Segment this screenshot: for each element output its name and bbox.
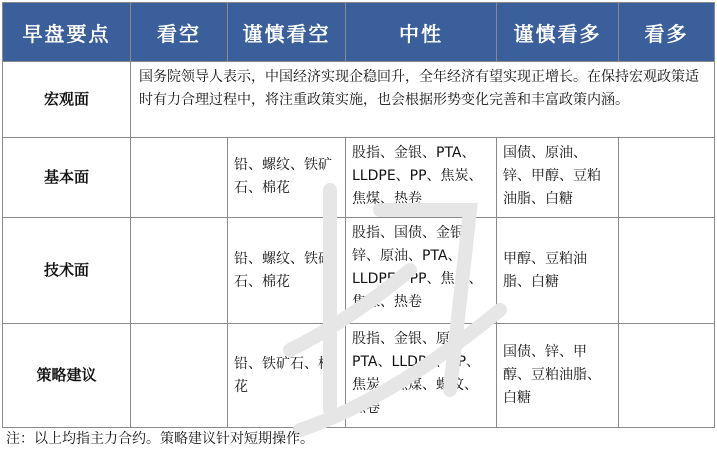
row-label-strategy: 策略建议 xyxy=(3,324,131,428)
header-bullish: 看多 xyxy=(619,3,715,62)
table-row xyxy=(3,218,715,324)
cell-cautious-bullish: 甲醇、豆粕油脂、白糖 xyxy=(497,218,619,324)
cell-neutral: 股指、金银、原油、PTA、LLDPE、PP、焦炭、焦煤、螺纹、热卷 xyxy=(346,324,497,428)
cell-bearish xyxy=(131,324,228,428)
header-row xyxy=(3,3,715,62)
row-label-technical: 技术面 xyxy=(3,218,131,324)
cell-bullish xyxy=(619,324,715,428)
header-cautious-bearish: 谨慎看空 xyxy=(228,3,346,62)
cell-bullish xyxy=(619,138,715,218)
macro-row xyxy=(3,62,715,138)
cell-bullish xyxy=(619,218,715,324)
macro-text: 国务院领导人表示，中国经济实现企稳回升，全年经济有望实现正增长。在保持宏观政策适时有力合理过程中，将注重政策实施，也会根据形势变化完善和丰富政策内涵。 xyxy=(131,62,715,138)
cell-cautious-bearish: 铅、螺纹、铁矿石、棉花 xyxy=(228,218,346,324)
row-label-macro: 宏观面 xyxy=(3,62,131,138)
cell-cautious-bullish: 国债、原油、锌、甲醇、豆粕油脂、白糖 xyxy=(497,138,619,218)
cell-neutral: 股指、金银、PTA、LLDPE、PP、焦炭、焦煤、热卷 xyxy=(346,138,497,218)
footnote: 注：以上均指主力合约。策略建议针对短期操作。 xyxy=(6,431,314,447)
table-row xyxy=(3,138,715,218)
header-bearish: 看空 xyxy=(131,3,228,62)
strategy-table-wrapper xyxy=(2,2,714,428)
cell-bearish xyxy=(131,218,228,324)
row-label-fundamental: 基本面 xyxy=(3,138,131,218)
strategy-table xyxy=(2,2,715,428)
cell-neutral: 股指、国债、金银、锌、原油、PTA、LLDPE、PP、焦炭、焦煤、热卷 xyxy=(346,218,497,324)
header-key-points: 早盘要点 xyxy=(3,3,131,62)
cell-cautious-bearish: 铅、铁矿石、棉花 xyxy=(228,324,346,428)
cell-cautious-bullish: 国债、锌、甲醇、豆粕油脂、白糖 xyxy=(497,324,619,428)
header-cautious-bullish: 谨慎看多 xyxy=(497,3,619,62)
table-row xyxy=(3,324,715,428)
header-neutral: 中性 xyxy=(346,3,497,62)
cell-bearish xyxy=(131,138,228,218)
cell-cautious-bearish: 铅、螺纹、铁矿石、棉花 xyxy=(228,138,346,218)
